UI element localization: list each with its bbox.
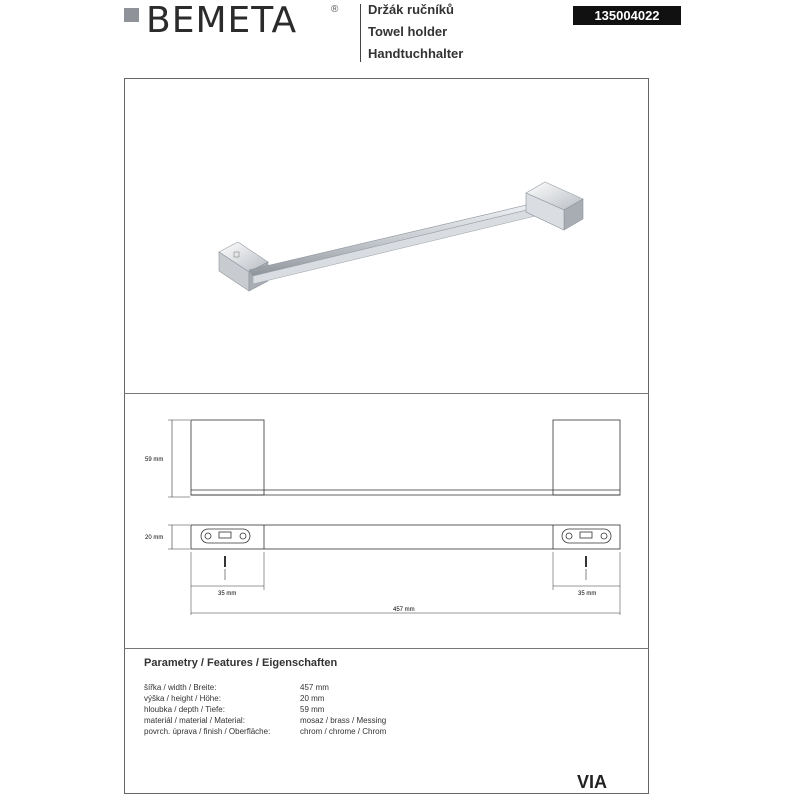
spec-label-height: výška / height / Höhe:: [144, 694, 221, 703]
front-elevation-drawing: [168, 420, 620, 497]
dim-total-width-text: 457 mm: [393, 607, 415, 613]
spec-label-depth: hloubka / depth / Tiefe:: [144, 705, 225, 714]
registered-mark: ®: [331, 4, 339, 15]
title-german: Handtuchhalter: [368, 46, 464, 61]
spec-value-height: 20 mm: [300, 694, 325, 703]
towel-bar-photo: [249, 200, 552, 276]
title-czech: Držák ručníků: [368, 2, 454, 17]
spec-label-width: šířka / width / Breite:: [144, 683, 217, 692]
spec-value-finish: chrom / chrome / Chrom: [300, 727, 387, 736]
dim-right-width-text: 35 mm: [578, 591, 597, 597]
left-mount-photo: [219, 242, 268, 291]
spec-value-width: 457 mm: [300, 683, 329, 692]
spec-label-material: materiál / material / Material:: [144, 716, 245, 725]
spec-label-finish: povrch. úprava / finish / Oberfläche:: [144, 727, 271, 736]
top-view-drawing: [168, 525, 620, 615]
dim-depth-text: 20 mm: [145, 535, 164, 541]
dim-height-text: 59 mm: [145, 457, 164, 463]
title-english: Towel holder: [368, 24, 448, 39]
features-title: Parametry / Features / Eigenschaften: [144, 657, 338, 669]
series-name: VIA: [577, 772, 608, 792]
right-mount-photo: [526, 182, 583, 230]
product-code-badge: 135004022: [573, 6, 681, 25]
dim-left-width-text: 35 mm: [218, 591, 237, 597]
spec-value-material: mosaz / brass / Messing: [300, 716, 387, 725]
spec-value-depth: 59 mm: [300, 705, 325, 714]
brand-logo: BEMETA: [146, 0, 298, 41]
